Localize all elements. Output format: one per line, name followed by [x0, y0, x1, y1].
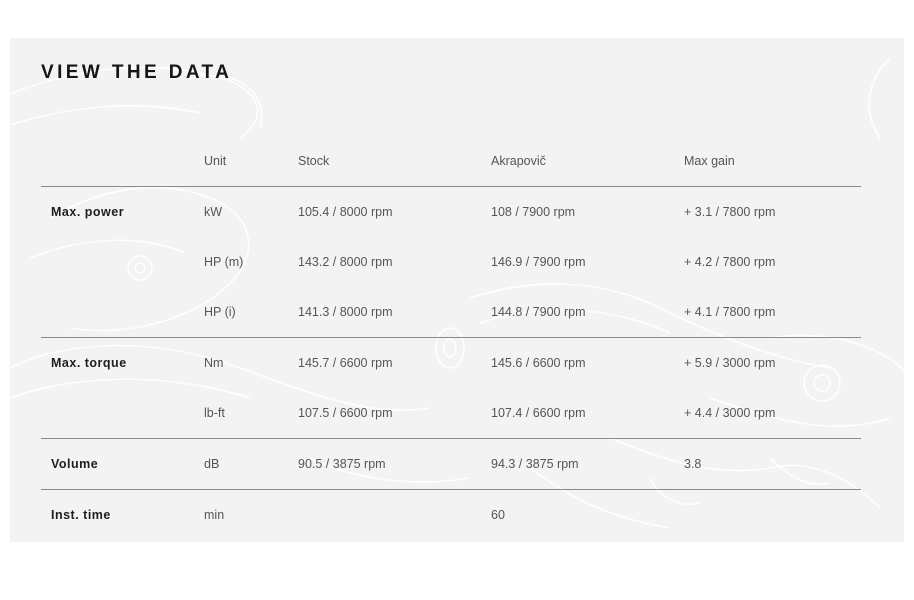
stock-cell: 141.3 / 8000 rpm: [298, 287, 491, 338]
unit-cell: dB: [204, 439, 298, 490]
max-gain-cell: + 3.1 / 7800 rpm: [684, 205, 776, 219]
stock-cell: 143.2 / 8000 rpm: [298, 255, 393, 269]
table-row: [41, 388, 861, 439]
header-unit: Unit: [204, 135, 298, 187]
header-metric: [41, 135, 204, 187]
unit-cell: min: [204, 508, 225, 522]
max-gain-cell: + 4.4 / 3000 rpm: [684, 388, 861, 439]
metric-label: Max. power: [51, 205, 125, 219]
section-title: VIEW THE DATA: [41, 62, 233, 83]
akrapovic-cell: 94.3 / 3875 rpm: [491, 439, 684, 490]
table-row: [41, 287, 861, 338]
header-max-gain: Max gain: [684, 135, 861, 187]
akrapovic-cell: 60: [491, 508, 505, 522]
akrapovic-cell: 145.6 / 6600 rpm: [491, 356, 586, 370]
table-row: [41, 439, 861, 490]
metric-label: [41, 287, 204, 338]
metric-label: Volume: [41, 439, 204, 490]
table-row: [41, 237, 861, 287]
akrapovic-cell: 108 / 7900 rpm: [491, 205, 576, 219]
metric-label: Max. torque: [51, 356, 127, 370]
unit-cell: Nm: [204, 356, 224, 370]
table-header-row: [41, 135, 861, 187]
metric-label: Inst. time: [51, 508, 111, 522]
header-akrapovic: Akrapovič: [491, 135, 684, 187]
header-stock: Stock: [298, 135, 491, 187]
stock-cell: 90.5 / 3875 rpm: [298, 439, 491, 490]
table-row: [41, 338, 861, 389]
unit-cell: HP (m): [204, 255, 244, 269]
unit-cell: lb-ft: [204, 388, 298, 439]
stock-cell: 105.4 / 8000 rpm: [298, 205, 393, 219]
performance-data-table: [41, 135, 861, 540]
table-row: [41, 490, 861, 541]
data-panel: [10, 38, 904, 542]
stock-cell: 145.7 / 6600 rpm: [298, 356, 393, 370]
stock-cell: [298, 490, 491, 541]
akrapovic-cell: 107.4 / 6600 rpm: [491, 388, 684, 439]
akrapovic-cell: 146.9 / 7900 rpm: [491, 255, 586, 269]
metric-label: [41, 388, 204, 439]
max-gain-cell: + 4.1 / 7800 rpm: [684, 287, 861, 338]
metric-label: [41, 237, 204, 287]
max-gain-cell: [684, 490, 861, 541]
akrapovic-cell: 144.8 / 7900 rpm: [491, 287, 684, 338]
max-gain-cell: + 5.9 / 3000 rpm: [684, 356, 776, 370]
stock-cell: 107.5 / 6600 rpm: [298, 388, 491, 439]
max-gain-cell: + 4.2 / 7800 rpm: [684, 255, 776, 269]
table-row: [41, 187, 861, 238]
unit-cell: HP (i): [204, 287, 298, 338]
unit-cell: kW: [204, 205, 223, 219]
max-gain-cell: 3.8: [684, 439, 861, 490]
